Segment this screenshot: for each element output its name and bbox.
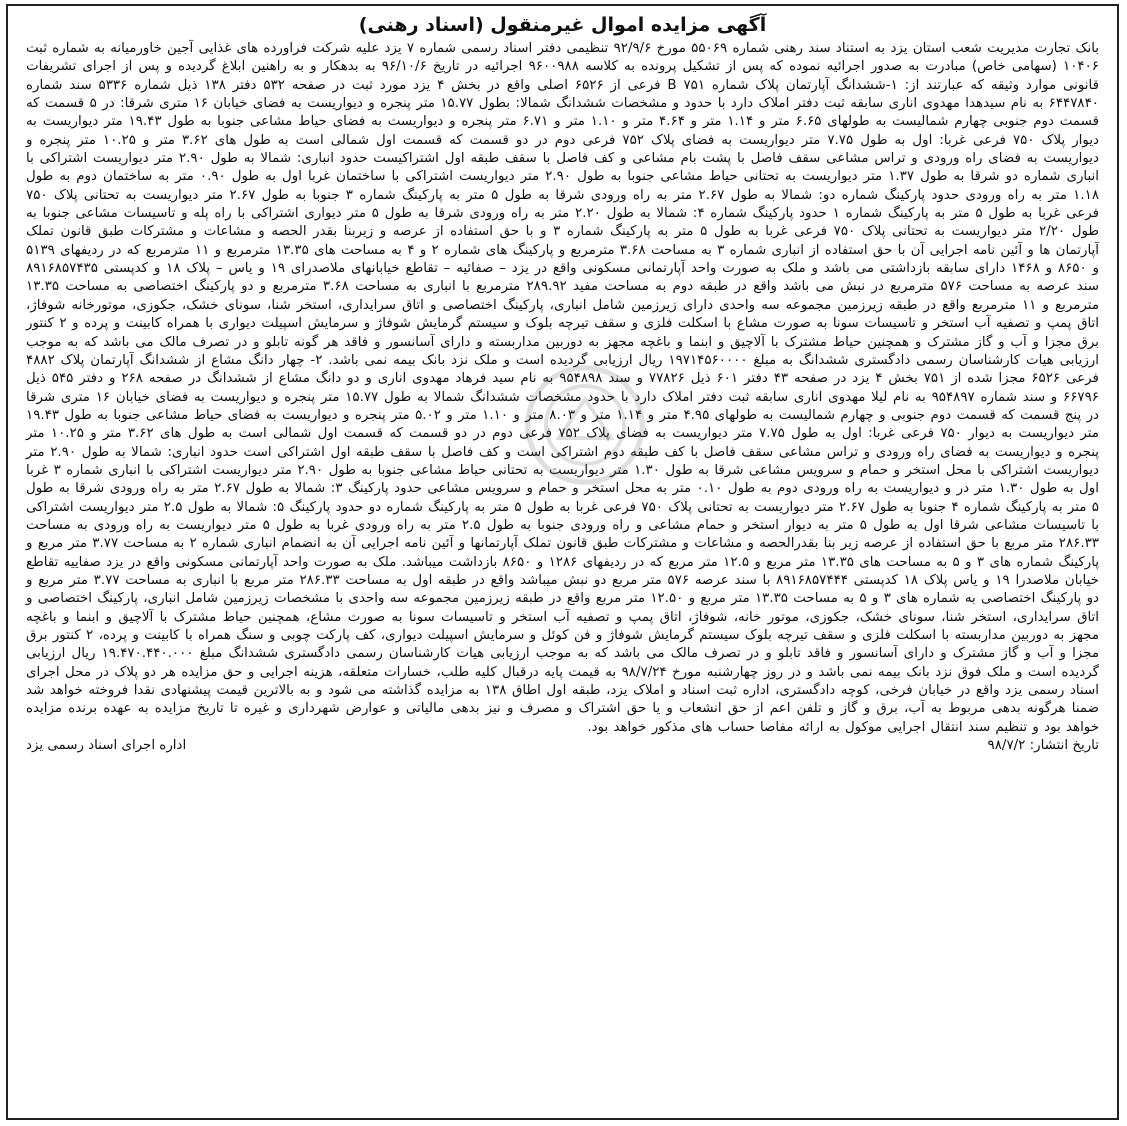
- notice-title: آگهی مزایده اموال غیرمنقول (اسناد رهنی): [358, 14, 767, 36]
- auction-notice: [6, 4, 1119, 1120]
- publish-date: تاریخ انتشار: ۹۸/۷/۲: [987, 738, 1099, 754]
- notice-footer: [26, 737, 1099, 755]
- issuing-office: اداره اجرای اسناد رسمی یزد: [26, 738, 187, 754]
- notice-body: بانک تجارت مدیریت شعب استان یزد به استناد سند رهنی شماره ۵۵۰۶۹ مورخ ۹۲/۹/۶ تنظیمی دفتر اسناد رسمی شماره ۷ یزد علیه شرکت فراورده های غذایی آجین خاورمیانه به شماره ثبت ۱۰۴۰۶ (سهامی خاص) مبادرت به صدور اجرائیه نموده که پس از تشکیل پرونده به کلاسه ۹۶۰۰۹۸۸ اجرائیه در تاریخ ۹۶/۱۰/۶ به بدهکار و به راهنین ابلاغ گردیده و پس از اجرای تشریفات قانونی موارد وثیقه که عبارتند از: ۱-ششدانگ آپارتمان پلاک شماره ۷۵۱ B فرعی از ۶۵۲۶ اصلی واقع در بخش ۴ یزد مورد ثبت در صفحه ۵۳۲ دفتر ۱۳۸ ذیل شماره ۵۳۳۶ سند شماره ۶۴۴۷۸۴۰ به نام سیدهدا مهدوی اناری سابقه ثبت دفتر املاک دارد با حدود و مشخصات ششدانگ شمالا: بطول ۱۵.۷۷ متر پنجره و دیواریست به فضای خیابان ۱۶ متری شرقا: در ۵ قسمت که قسمت دوم جنوبی چهارم شمالیست به طولهای ۶.۶۵ متر و ۱.۱۴ متر و ۴.۶۴ متر و ۱.۱۰ متر و ۶.۷۱ متر پنجره و دیواریست به فضای حیاط مشاعی جنوبا به طول ۱۹.۴۳ متر دیواریست به دیوار پلاک ۷۵۰ فرعی غربا: اول به طول ۷.۷۵ متر دیواریست به فضای پلاک ۷۵۲ فرعی دوم در دو قسمت که قسمت اول شمالی است به طول های ۳.۶۲ متر و ۱۰.۲۵ متر پنجره و دیواریست به فضای راه ورودی و تراس مشاعی سقف فاصل با پشت بام مشاعی و کف فاصل با سقف طبقه اول اشتراکیست حدود انباری: شمالا به طول ۲.۹۰ متر دیواریست اشتراکی با انباری شماره دو شرقا به طول ۱.۳۷ متر دیواریست به تحتانی حیاط مشاعی جنوبا به طول ۲.۹۰ متر دیواریست اشتراکی با ساختمان غربا اول به طول ۰.۹۰ متر به ساختمان دوم به طول ۱.۱۸ متر به راه ورودی حدود پارکینگ شماره دو: شمالا به طول ۲.۶۷ متر به راه ورودی شرقا به طول ۵ متر به پارکینگ شماره ۳ جنوبا به طول ۲.۶۷ متر دیواریست به تحتانی پلاک ۷۵۰ فرعی غربا به طول ۵ متر به پارکینگ شماره ۱ حدود پارکینگ شماره ۴: شمالا به طول ۲.۲۰ متر به راه ورودی شرقا به طول ۵ متر دیواری اشتراکی با راه پله و تاسیسات مشاعی جنوبا به طول ۲/۲۰ متر دیواریست به تحتانی پلاک ۷۵۰ فرعی غربا به طول ۵ متر به پارکینگ شماره ۳ و با حق استفاده از عرصه و زیربنا بقدر الحصه و مشاعات و مشترکات طبق قانون تملک آپارتمان ها و آئین نامه اجرایی آن با حق استفاده از انباری شماره ۳ به مساحت ۳.۶۸ مترمربع و پارکینگ های شماره ۲ و ۴ به مساحت های ۱۳.۳۵ مترمربع و ۱۱ مترمربع که در ردیفهای ۵۱۳۹ و ۸۶۵۰ و ۱۴۶۸ دارای سابقه بازداشتی می باشد و ملک به صورت واحد آپارتمانی مسکونی واقع در یزد – صفائیه – تقاطع خیابانهای ملاصدرای ۱۹ و یاس – پلاک ۱۸ و کدپستی ۸۹۱۶۸۵۷۴۳۵ سند عرصه به مساحت ۵۷۶ مترمربع در نبش می باشد واقع در طبقه دوم به مساحت مفید ۲۸۹.۹۲ مترمربع با انباری به مساحت ۳.۶۸ مترمربع و دو پارکینگ اختصاصی به مساحت ۱۳.۳۵ مترمربع و ۱۱ مترمربع واقع در طبقه زیرزمین مجموعه سه واحدی دارای زیرزمین شامل انباری، پارکینگ اختصاصی و اتاق سرایداری، استخر شنا، سونای خشک، جکوزی، موتورخانه شوفاژ، اتاق پمپ و تصفیه آب استخر و تاسیسات سونا به صورت مشاع با اسکلت فلزی و سقف تیرچه بلوک و سیستم گرمایش شوفاژ و سرمایش اسپیلت دیواری با همراه کابینت و پرده و ۲ کنتور برق مجزا و آب و گاز مشترک و همچنین حیاط مشترک با آلاچیق و ابنما و باغچه مجهز به دوربین مداربسته و دارای آسانسور و فاقد هر گونه تابلو و در تصرف مالک می باشد که به موجب ارزیابی هیات کارشناسان رسمی دادگستری ششدانگ به مبلغ ۱۹۷۱۴۵۶۰۰۰۰ ریال ارزیابی گردیده است و ملک نزد بانک بیمه نمی باشد. ۲- چهار دانگ مشاع از ششدانگ آپارتمان پلاک ۴۸۸۲ فرعی ۶۵۲۶ مجزا شده از ۷۵۱ بخش ۴ یزد در صفحه ۴۳ دفتر ۶۰۱ ذیل ۷۷۸۲۶ و سند ۹۵۴۸۹۸ به نام سید فرهاد مهدوی اناری و دو دانگ مشاع از ششدانگ در صفحه ۲۶۸ و دفتر ۵۴۵ ذیل ۶۶۷۹۶ و سند شماره ۹۵۴۸۹۷ به نام لیلا مهدوی اناری سابقه ثبت دفتر املاک دارد با حدود مشخصات ششدانگ شمالا به طول ۱۵.۷۷ متر پنجره و دیواریست به فضای خیابان ۱۶ متری شرقا در پنج قسمت که قسمت دوم جنوبی و چهارم شمالیست به طولهای ۴.۹۵ متر و ۱.۱۴ متر و ۸.۰۳ متر و ۱.۱۰ متر و ۵.۰۲ متر پنجره و دیواریست به فضای حیاط مشاعی جنوبا به طول ۱۹.۴۳ متر دیواریست به دیوار ۷۵۰ فرعی غربا: اول به طول ۷.۷۵ متر دیواریست به فضای پلاک ۷۵۲ فرعی دوم در دو قسمت که قسمت اول شمالی است به طول های ۳.۶۲ متر و ۱۰.۲۵ متر پنجره و دیواریست به فضای راه ورودی و تراس مشاعی سقف فاصل با کف طبقه دوم اشتراکی است و کف فاصل با سقف طبقه اول اشتراکی است حدود انباری: شمالا به طول ۲.۹۰ متر دیواریست اشتراکی با محل استخر و حمام و سرویس مشاعی شرقا به طول ۱.۳۰ متر دیواریست به تحتانی حیاط مشاعی جنوبا به طول ۲.۹۰ متر دیواریست اشتراکی با انباری شماره ۳ غربا اول به طول ۱.۳۰ متر در و دیواریست به راه ورودی دوم به طول ۰.۱۰ متر به محل استخر و حمام و سرویس مشاعی حدود پارکینگ ۳: شمالا به طول ۲.۶۷ متر به راه ورودی شرقا به طول ۵ متر به پارکینگ شماره ۴ جنوبا به طول ۲.۶۷ متر دیواریست به تحتانی پلاک ۷۵۰ فرعی غربا به طول ۵ متر به پارکینگ شماره دو حدود پارکینگ ۵: شمالا به طول ۲.۵ متر دیواریست اشتراکی با تاسیسات مشاعی شرقا اول به طول ۵ متر به دیوار استخر و حمام مشاعی و راه ورودی جنوبا به طول ۲.۵ متر به راه ورودی غربا به طول ۵ متر دیواریست به راه ورودی به مساحت ۲۸۶.۳۳ متر مربع با حق استفاده از عرصه زیر بنا بقدرالحصه و مشاعات و مشترکات طبق قانون تملک آپارتمانها و آئین نامه اجرایی آن به انضمام انباری شماره ۲ به مساحت ۳.۷۷ متر مربع و پارکینگ شماره های ۳ و ۵ به مساحت های ۱۳.۳۵ متر مربع و ۱۲.۵ متر مربع که در ردیفهای ۱۲۸۶ و ۸۶۵۰ بازداشت میباشد. ملک به صورت واحد آپارتمانی مسکونی واقع در یزد صفاییه تقاطع خیابان ملاصدرا ۱۹ و یاس پلاک ۱۸ کدپستی ۸۹۱۶۸۵۷۴۴۴ با سند عرصه ۵۷۶ متر مربع دو نبش میباشد واقع در طبقه اول به مساحت ۲۸۶.۳۳ متر مربع با انباری به مساحت ۳.۷۷ متر مربع و دو پارکینگ اختصاصی به شماره های ۳ و ۵ به مساحت ۱۳.۳۵ متر مربع و ۱۲.۵۰ متر مربع واقع در طبقه زیرزمین مجموعه سه واحدی با مشخصات زیرزمین شامل انباری، پارکینگ اختصاصی و اتاق سرایداری، استخر شنا، سونای خشک، جکوزی، موتور خانه، شوفاژ، اتاق پمپ و تصفیه آب استخر و تاسیسات سونا به صورت مشاع، همچنین حیاط مشترک با آلاچیق و ابنما و باغچه مجهز به دوربین مداربسته با اسکلت فلزی و سقف تیرچه بلوک سیستم گرمایش شوفاژ و فن کوئل و سرمایش اسپیلت دیواری، کف پارکت چوبی و سنگ همراه با کابینت و پرده، ۲ کنتور برق مجزا و آب و گاز مشترک و دارای آسانسور و فاقد تابلو و در تصرف مالک می باشد که به موجب ارزیابی هیات کارشناسان رسمی دادگستری ششدانگ مبلغ ۱۹.۴۷۰.۴۴۰.۰۰۰ ریال ارزیابی گردیده است و ملک فوق نزد بانک بیمه نمی باشد و در روز چهارشنبه مورخ ۹۸/۷/۲۴ به قیمت پایه درقبال کلیه طلب، خسارات متعلقه، هزینه اجرایی و حق مزایده هر دو پلاک در محل اجرای اسناد رسمی یزد واقع در خیابان فرخی، کوچه دادگستری، اداره ثبت اسناد و املاک یزد، طبقه اول اطاق ۱۳۸ به مزایده گذاشته می شود و به بالاترین قیمت پیشنهادی نقدا فروخته خواهد شد ضمنا هرگونه بدهی مربوط به آب، برق و گاز و تلفن اعم از حق انشعاب و یا حق اشتراک و مصرف و نیز بدهی مالیاتی و عوارض شهرداری و غیره تا تاریخ مزایده به عهده برنده مزایده خواهد بود و تنظیم سند انتقال اجرایی موکول به ارائه مفاصا حساب های مذکور خواهد بود.: [26, 41, 1100, 735]
